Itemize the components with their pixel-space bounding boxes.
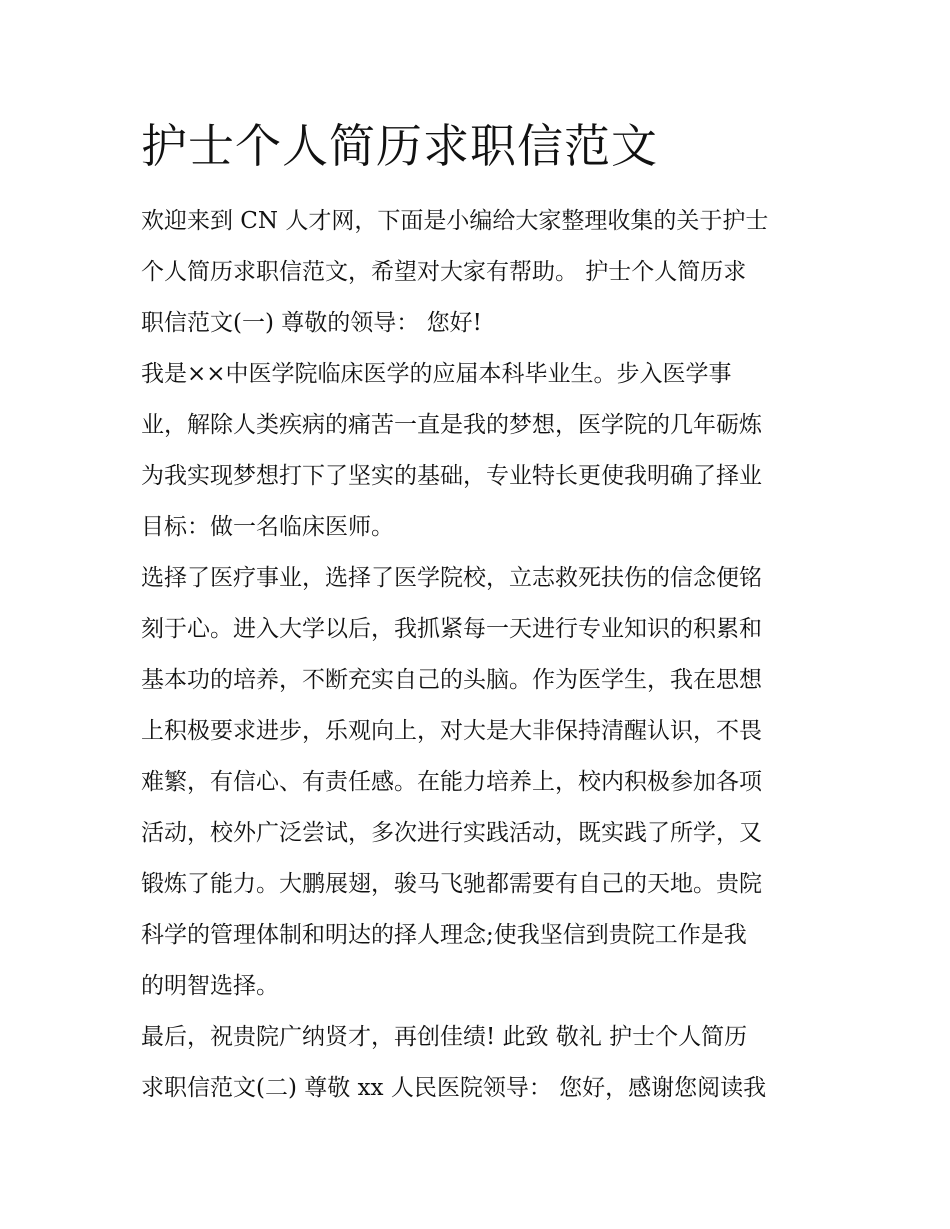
text-line: 个人简历求职信范文，希望对大家有帮助。 护士个人简历求 (141, 259, 747, 285)
text-line: 科学的管理体制和明达的择人理念;使我坚信到贵院工作是我 (141, 922, 747, 948)
document-content (141, 110, 817, 1114)
text-line: 锻炼了能力。大鹏展翅，骏马飞驰都需要有自己的天地。贵院 (141, 871, 762, 897)
text-line: 难繁，有信心、有责任感。在能力培养上，校内积极参加各项 (141, 769, 762, 795)
text-line: 欢迎来到 CN 人才网，下面是小编给大家整理收集的关于护士 (141, 208, 769, 234)
text-line: 刻于心。进入大学以后，我抓紧每一天进行专业知识的积累和 (141, 616, 762, 642)
text-line: 活动，校外广泛尝试，多次进行实践活动，既实践了所学，又 (141, 820, 762, 846)
text-line: 我是××中医学院临床医学的应届本科毕业生。步入医学事 (141, 361, 732, 387)
text-line: 上积极要求进步，乐观向上，对大是大非保持清醒认识，不畏 (141, 718, 762, 744)
paragraph-closing (141, 1012, 817, 1114)
text-line: 基本功的培养，不断充实自己的头脑。作为医学生，我在思想 (141, 667, 762, 693)
text-line: 目标：做一名临床医师。 (141, 514, 394, 540)
text-line: 最后，祝贵院广纳贤才，再创佳绩! 此致 敬礼 护士个人简历 (141, 1024, 748, 1050)
text-line: 职信范文(一) 尊敬的领导： 您好! (141, 310, 482, 336)
paragraph-intro (141, 196, 817, 349)
paragraph-self-intro (141, 349, 817, 553)
text-line: 求职信范文(二) 尊敬 xx 人民医院领导： 您好，感谢您阅读我 (141, 1075, 767, 1101)
paragraph-experience (141, 553, 817, 1012)
document-title: 护士个人简历求职信范文 (141, 119, 658, 173)
text-line: 选择了医疗事业，选择了医学院校，立志救死扶伤的信念便铭 (141, 565, 762, 591)
text-line: 的明智选择。 (141, 973, 279, 999)
text-line: 业，解除人类疾病的痛苦一直是我的梦想，医学院的几年砺炼 (141, 412, 762, 438)
text-line: 为我实现梦想打下了坚实的基础，专业特长更使我明确了择业 (141, 463, 762, 489)
